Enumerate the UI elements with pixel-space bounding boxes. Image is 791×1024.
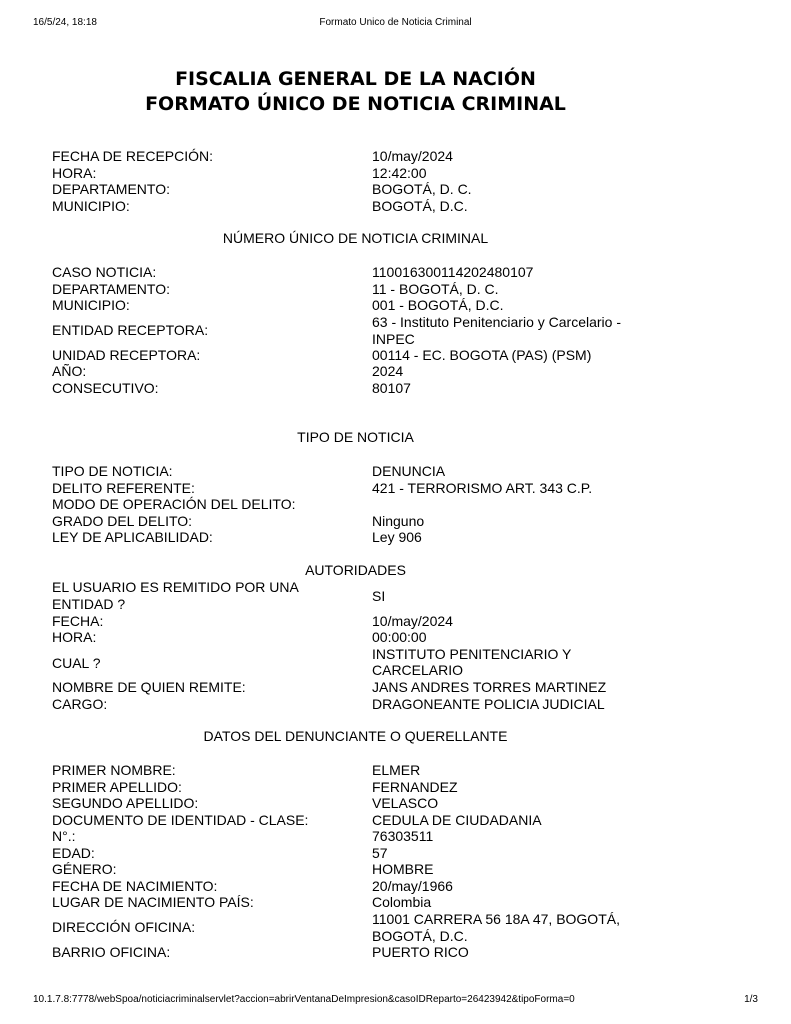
field-value: JANS ANDRES TORRES MARTINEZ bbox=[372, 679, 607, 695]
field-label: CARGO: bbox=[52, 695, 108, 712]
field-label: FECHA: bbox=[52, 612, 104, 629]
document-title-line-1: FISCALIA GENERAL DE LA NACIÓN bbox=[175, 68, 536, 90]
field-label: PRIMER APELLIDO: bbox=[52, 778, 182, 795]
field-value: DENUNCIA bbox=[372, 463, 446, 479]
field-label: LUGAR DE NACIMIENTO PAÍS: bbox=[52, 894, 254, 910]
field-value: 57 bbox=[372, 844, 388, 861]
print-page-title: Formato Unico de Noticia Criminal bbox=[319, 17, 472, 28]
field-value bbox=[372, 646, 672, 679]
field-value: ELMER bbox=[372, 762, 421, 778]
print-datetime: 16/5/24, 18:18 bbox=[33, 17, 97, 28]
field-value: PUERTO RICO bbox=[372, 943, 469, 960]
field-value bbox=[372, 911, 672, 944]
field-value: SI bbox=[372, 588, 386, 604]
field-label: SEGUNDO APELLIDO: bbox=[52, 795, 199, 811]
field-value-line: CARCELARIO bbox=[372, 662, 464, 678]
field-label: NOMBRE DE QUIEN REMITE: bbox=[52, 679, 246, 695]
field-label: MUNICIPIO: bbox=[52, 197, 130, 214]
field-label: HORA: bbox=[52, 164, 97, 181]
field-label: DOCUMENTO DE IDENTIDAD - CLASE: bbox=[52, 811, 309, 828]
section-heading-tipo-noticia: TIPO DE NOTICIA bbox=[297, 429, 414, 445]
field-value: 421 - TERRORISMO ART. 343 C.P. bbox=[372, 479, 593, 496]
field-value: 80107 bbox=[372, 379, 411, 396]
field-label-line: ENTIDAD ? bbox=[52, 595, 126, 612]
field-label-line: EL USUARIO ES REMITIDO POR UNA bbox=[52, 579, 299, 595]
field-label: CASO NOTICIA: bbox=[52, 264, 157, 280]
field-value bbox=[372, 314, 672, 347]
document-title bbox=[0, 67, 711, 117]
field-label: GÉNERO: bbox=[52, 861, 117, 877]
section-heading-denunciante: DATOS DEL DENUNCIANTE O QUERELLANTE bbox=[203, 728, 508, 744]
field-value: 20/may/1966 bbox=[372, 877, 453, 894]
field-label: DEPARTAMENTO: bbox=[52, 181, 170, 197]
field-value-line: INPEC bbox=[372, 330, 415, 347]
field-label: TIPO DE NOTICIA: bbox=[52, 463, 173, 479]
field-value: BOGOTÁ, D.C. bbox=[372, 197, 468, 214]
field-value: HOMBRE bbox=[372, 861, 434, 877]
field-label: HORA: bbox=[52, 629, 97, 645]
field-value-line: INSTITUTO PENITENCIARIO Y bbox=[372, 645, 572, 662]
field-label: EDAD: bbox=[52, 844, 95, 861]
document-title-line-2: FORMATO ÚNICO DE NOTICIA CRIMINAL bbox=[145, 93, 566, 115]
field-value: 2024 bbox=[372, 363, 404, 379]
field-label: FECHA DE NACIMIENTO: bbox=[52, 877, 218, 894]
field-label: UNIDAD RECEPTORA: bbox=[52, 346, 201, 363]
field-value: VELASCO bbox=[372, 795, 439, 811]
field-label: AÑO: bbox=[52, 363, 87, 379]
field-value: Colombia bbox=[372, 894, 432, 910]
field-value: Ninguno bbox=[372, 512, 425, 529]
field-value: 12:42:00 bbox=[372, 164, 427, 181]
field-label: CONSECUTIVO: bbox=[52, 379, 159, 396]
field-value: FERNANDEZ bbox=[372, 778, 458, 795]
field-value: CEDULA DE CIUDADANIA bbox=[372, 811, 542, 828]
field-value-line: 63 - Instituto Penitenciario y Carcelario - bbox=[372, 314, 621, 330]
field-value: 110016300114202480107 bbox=[372, 264, 534, 280]
field-value: 76303511 bbox=[372, 828, 434, 844]
field-label: MODO DE OPERACIÓN DEL DELITO: bbox=[52, 496, 296, 512]
field-value: 10/may/2024 bbox=[372, 148, 453, 164]
page-number: 1/3 bbox=[744, 994, 758, 1005]
field-value: 10/may/2024 bbox=[372, 612, 453, 629]
field-label: GRADO DEL DELITO: bbox=[52, 512, 193, 529]
field-label: FECHA DE RECEPCIÓN: bbox=[52, 148, 214, 164]
field-label: MUNICIPIO: bbox=[52, 297, 130, 313]
field-label: DELITO REFERENTE: bbox=[52, 479, 195, 496]
section-heading-autoridades: AUTORIDADES bbox=[305, 562, 406, 578]
field-value-line: BOGOTÁ, D.C. bbox=[372, 927, 468, 944]
field-label bbox=[52, 579, 352, 612]
field-value: 00:00:00 bbox=[372, 629, 427, 645]
field-label: LEY DE APLICABILIDAD: bbox=[52, 529, 213, 545]
field-label: DIRECCIÓN OFICINA: bbox=[52, 919, 196, 935]
field-value: BOGOTÁ, D. C. bbox=[372, 181, 472, 197]
field-label: N°.: bbox=[52, 828, 76, 844]
field-value: 11 - BOGOTÁ, D. C. bbox=[372, 280, 499, 297]
field-label: BARRIO OFICINA: bbox=[52, 943, 171, 960]
field-value: 001 - BOGOTÁ, D.C. bbox=[372, 297, 504, 313]
print-url: 10.1.7.8:7778/webSpoa/noticiacriminalservlet?accion=abrirVentanaDeImpresion&casoIDReparto=26423942&tipoForma=0 bbox=[33, 994, 575, 1005]
field-value: 00114 - EC. BOGOTA (PAS) (PSM) bbox=[372, 346, 592, 363]
field-value: Ley 906 bbox=[372, 529, 422, 545]
section-heading-numero-unico: NÚMERO ÚNICO DE NOTICIA CRIMINAL bbox=[222, 230, 489, 246]
field-value: DRAGONEANTE POLICIA JUDICIAL bbox=[372, 695, 605, 712]
field-label: CUAL ? bbox=[52, 654, 101, 671]
field-value-line: 11001 CARRERA 56 18A 47, BOGOTÁ, bbox=[372, 911, 620, 927]
field-label: PRIMER NOMBRE: bbox=[52, 762, 176, 778]
field-label: ENTIDAD RECEPTORA: bbox=[52, 322, 209, 338]
field-label: DEPARTAMENTO: bbox=[52, 280, 170, 297]
